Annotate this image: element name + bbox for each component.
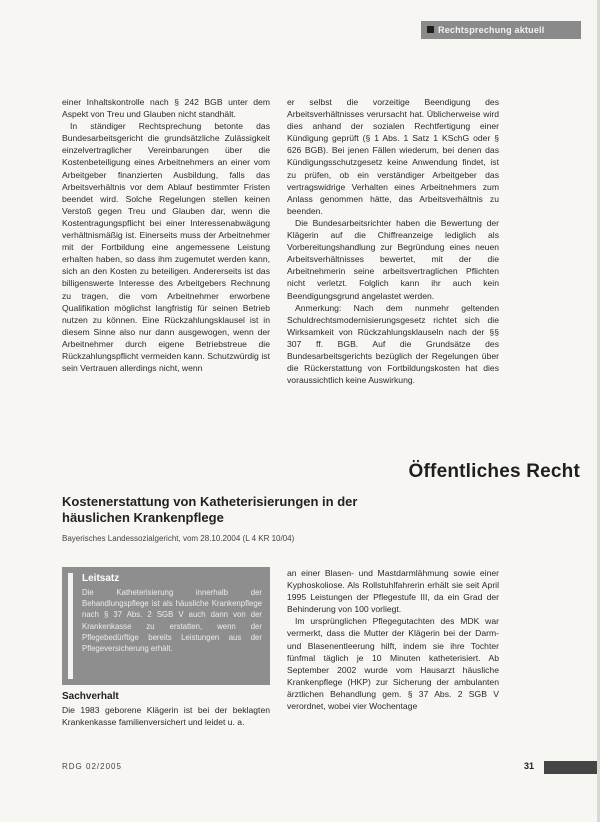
paragraph: Im ursprünglichen Pflegegutachten des MDK war vermerkt, dass die Mutter der Klägerin bei der Darm- und Blasenentleerung hilft, indem sie ihre Tochter fünfmal täglich je 10 Minuten katheterisiert. Ab September 2002 wurde vom Hausarzt häusliche Krankenpflege (HKP) zur Sicherung der ambulanten ärztlichen Behandlung gem. § 37 Abs. 2 SGB V verordnet, wobei vier Wochentage [287,616,499,712]
paragraph: In ständiger Rechtsprechung betonte das Bundesarbeitsgericht die grundsätzliche Zulässigkeit einzelvertraglicher Vereinbarungen über die Kostenbeteiligung eines Arbeitnehmers an einer vom Arbeitgeber finanzierten Ausbildung, falls das Arbeitsverhältnis vor dem Ablauf bestimmter Fristen beendet wird. Solche Regelungen stellen keinen Verstoß gegen Treu und Glauben dar, wenn die Kostentragungspflicht bei einer Interessenabwägung verhältnismäßig ist. Einerseits muss der Arbeitnehmer mit der Fortbildung eine angemessene Leistung erhalten haben, so dass ihm zugemutet werden kann, sich an den Kosten zu beteiligen. Andererseits ist das billigenswerte Interesse des Arbeitgebers Rechnung zu tragen, die vom Arbeitnehmer erworbene Qualifikation möglichst langfristig für seinen Betrieb nutzen zu können. Eine Rückzahlungsklausel ist in diesem Sinne also nur dann ausgewogen, wenn der Arbeitnehmer durch eigene Betriebstreue die Rückzahlungspflicht vermeiden kann. Schutzwürdig ist sein Vertrauen allerdings nicht, wenn [62,121,270,374]
square-bullet-icon [427,26,434,33]
paragraph: Anmerkung: Nach dem nunmehr geltenden Schuldrechtsmodernisierungsgesetz richtet sich die Wirksamkeit von Rückzahlungsklauseln nach der §§ 307 ff. BGB. Auf die Grundsätze des Bundesarbeitsgerichts bezüglich der Regelungen über die Rückerstattung von Fortbildungskosten hat dies voraussichtlich keine Auswirkung. [287,302,499,386]
leitsatz-text: Die Katheterisierung innerhalb der Behandlungspflege ist als häusliche Krankenpflege nach § 37 Abs. 2 SGB V auch dann von der Krankenkasse zu erstatten, wenn der Pflegebedürftige bereits Leistungen aus der Pflegeversicherung erhält. [82,588,262,654]
paragraph: einer Inhaltskontrolle nach § 242 BGB unter dem Aspekt von Treu und Glauben nicht standhält. [62,97,270,120]
section-title: Öffentliches Recht [408,461,580,482]
leitsatz-box [62,567,270,685]
upper-right-column [287,96,499,386]
sachverhalt-heading: Sachverhalt [62,691,119,702]
article-title: Kostenerstattung von Katheterisierungen in der häuslichen Krankenpflege [62,494,358,525]
paragraph: an einer Blasen- und Mastdarmlähmung sowie einer Kyphoskoliose. Als Rollstuhlfahrerin erhält sie seit April 1995 Leistungen der Pflegestufe III, da ein Grad der Behinderung von 100 vorliegt. [287,568,499,615]
lower-right-column [287,567,499,712]
paragraph: er selbst die vorzeitige Beendigung des Arbeitsverhältnisses verursacht hat. Üblicherweise wird dies anhand der sozialen Rechtfertigung einer Kündigung geprüft (§ 1 Abs. 1 Satz 1 KSchG oder § 626 BGB). Bei jenen Fällen wiederum, bei denen das Kündigungsschutzgesetz keine Anwendung findet, ist zu prüfen, ob ein verständiger Arbeitgeber das vertragswidrige Verhalten eines Arbeitnehmers zum Anlass genommen hätte, das Arbeitsverhältnis zu beenden. [287,97,499,216]
paragraph: Die Bundesarbeitsrichter haben die Bewertung der Klägerin auf die Chiffreanzeige lediglich als Vorbereitungshandlung zur Begründung eines neuen Arbeitsverhältnisses bewertet, mit der die Arbeitnehmerin seine arbeitsvertraglichen Pflichten nicht verletzt. Folglich kann ihr auch kein Beendigungsgrund angelastet werden. [287,217,499,301]
article-citation: Bayerisches Landessozialgericht, vom 28.10.2004 (L 4 KR 10/04) [62,534,295,543]
page-number: 31 [524,761,535,771]
exclamation-bar-icon [68,573,73,679]
lower-left-column [62,704,270,728]
upper-left-column [62,96,270,374]
journal-issue: RDG 02/2005 [62,762,122,771]
footer-bar [544,761,600,774]
leitsatz-title: Leitsatz [82,573,120,584]
section-header-tag [421,21,581,39]
paragraph: Die 1983 geborene Klägerin ist bei der beklagten Krankenkasse familienversichert und leidet u. a. [62,705,270,728]
section-header-label: Rechtsprechung aktuell [438,25,545,35]
